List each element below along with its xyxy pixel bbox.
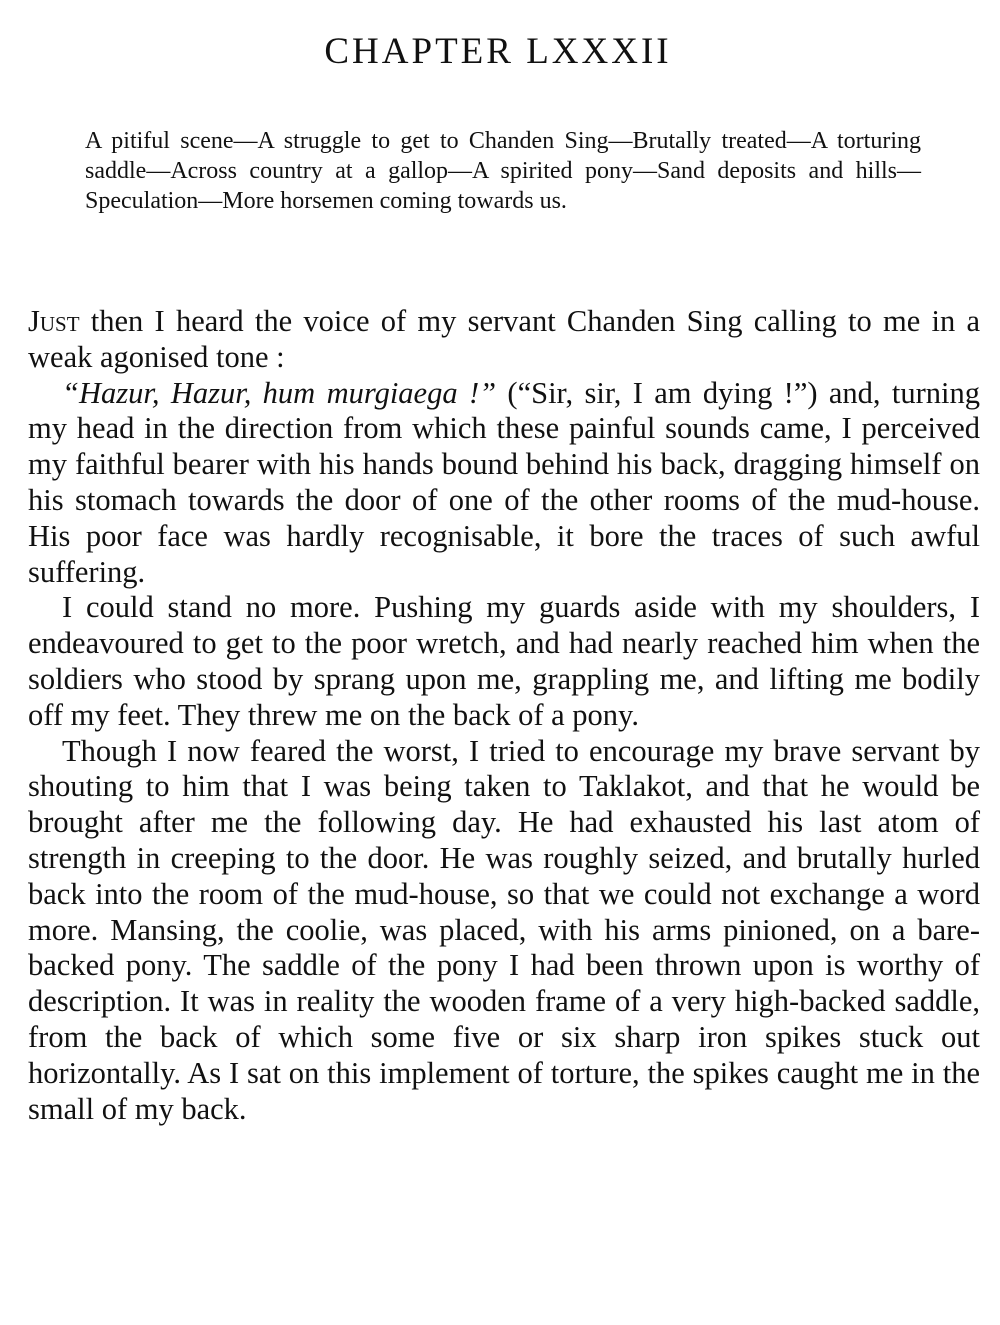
paragraph-3: I could stand no more. Pushing my guards aside with my shoulders, I endeavoured to get to the poor wretch, and had nearly reached him when the soldiers who stood by sprang upon me, grappling me, and lifting me bodily off my feet. They threw me on the back of a pony. bbox=[28, 590, 980, 732]
paragraph-1-text: then I heard the voice of my servant Chanden Sing calling to me in a weak agonised tone : bbox=[28, 304, 980, 374]
paragraph-1 bbox=[28, 304, 980, 376]
paragraph-4: Though I now feared the worst, I tried to encourage my brave servant by shouting to him that I was being taken to Taklakot, and that he would be brought after me the following day. He had exhausted his last atom of strength in creeping to the door. He was roughly seized, and brutally hurled back into the room of the mud-house, so that we could not exchange a word more. Mansing, the coolie, was placed, with his arms pinioned, on a bare-backed pony. The saddle of the pony I had been thrown upon is worthy of description. It was in reality the wooden frame of a very high-backed saddle, from the back of which some five or six sharp iron spikes stuck out horizontally. As I sat on this implement of torture, the spikes caught me in the small of my back. bbox=[28, 733, 980, 1126]
chapter-title: CHAPTER LXXXII bbox=[324, 31, 672, 72]
chapter-synopsis: A pitiful scene—A struggle to get to Chanden Sing—Brutally treated—A torturing saddle—Across country at a gallop—A spirited pony—Sand deposits and hills—Speculation—More horsemen coming towards us. bbox=[85, 128, 921, 214]
opening-word: Just bbox=[28, 304, 80, 338]
paragraph-2 bbox=[28, 376, 980, 591]
paragraph-2-text: (“Sir, sir, I am dying !”) and, turning my head in the direction from which these painful sounds came, I perceived my faithful bearer with his hands bound behind his back, dragging himself on his stomach towards the door of one of the other rooms of the mud-house. His poor face was hardly recognisable, it bore the traces of such awful suffering. bbox=[28, 375, 981, 589]
hindi-quote: “Hazur, Hazur, hum murgiaega !” bbox=[62, 375, 497, 410]
book-page bbox=[28, 0, 980, 1325]
chapter-body bbox=[28, 304, 980, 1127]
